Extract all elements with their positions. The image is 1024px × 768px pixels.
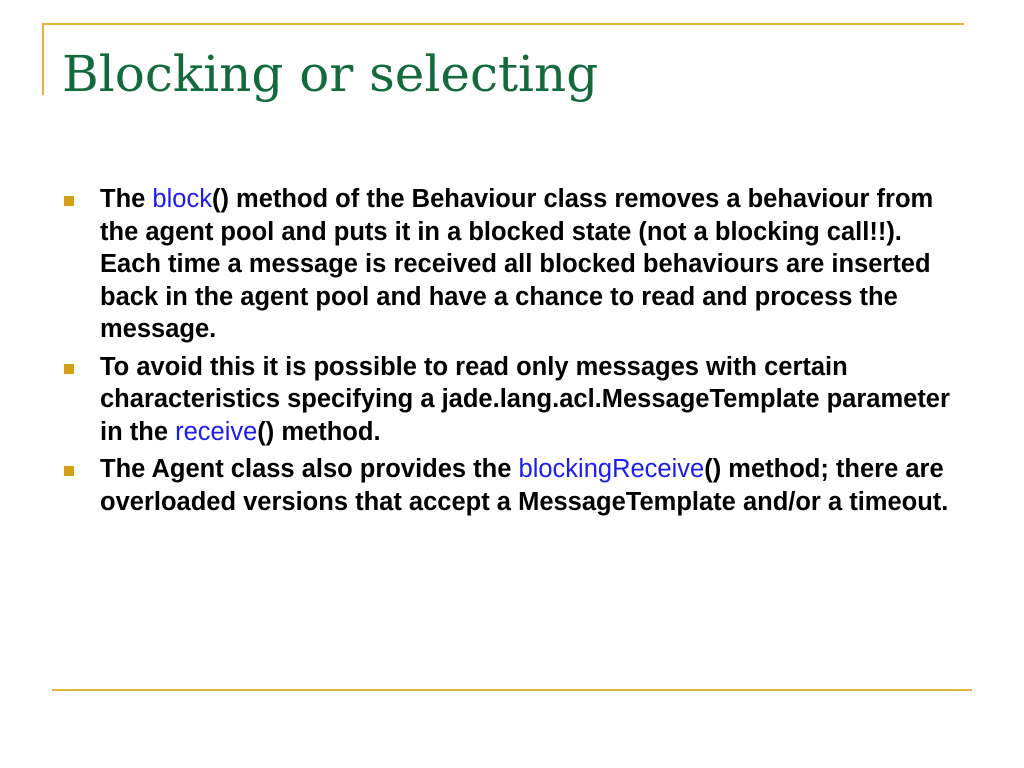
square-bullet-icon xyxy=(64,196,74,206)
square-bullet-icon xyxy=(64,364,74,374)
square-bullet-icon xyxy=(64,466,74,476)
bullet-text-pre: To avoid this it is possible to read only messages with certain characteristics specifying a jade.lang.acl.MessageTemplate parameter in the xyxy=(100,352,950,446)
bullet-text-post: () method; there are overloaded versions that accept a MessageTemplate and/or a timeout. xyxy=(100,455,949,516)
bullet-text-post: () method. xyxy=(257,417,381,446)
bullet-item xyxy=(62,183,962,346)
bullet-text-pre: The Agent class also provides the xyxy=(100,455,519,483)
bullet-list xyxy=(62,183,962,523)
bullet-item xyxy=(62,453,962,518)
keyword-receive: receive xyxy=(175,417,258,446)
bottom-divider xyxy=(52,689,972,691)
bullet-text-post: () method of the Behaviour class removes a behaviour from the agent pool and puts it in a blocked state (not a blocking call!!). Each time a message is received all blocked behaviours are inserted back in the agent pool and have a chance to read and process the message. xyxy=(100,185,934,343)
slide-title: Blocking or selecting xyxy=(62,45,599,103)
keyword-block: block xyxy=(152,185,212,213)
left-divider xyxy=(42,23,44,95)
top-divider xyxy=(42,23,964,25)
keyword-blocking-receive: blockingReceive xyxy=(518,455,705,483)
bullet-item xyxy=(62,351,962,449)
bullet-text-pre: The xyxy=(100,185,153,213)
